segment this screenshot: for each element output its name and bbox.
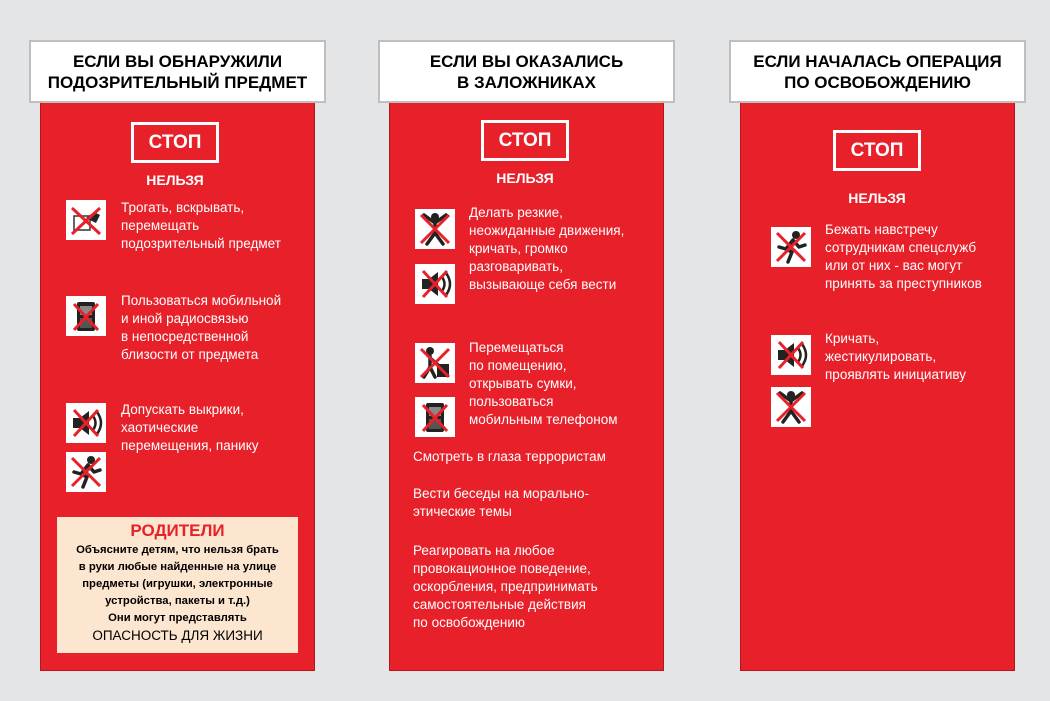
rule-line: Бежать навстречу [825,222,938,237]
rule-line: проявлять инициативу [825,367,967,382]
rule-line: Трогать, вскрывать, [121,200,245,215]
rule-text [413,542,598,632]
header-line: ЕСЛИ ВЫ ОКАЗАЛИСЬ [429,51,624,71]
no-moving-bags-icon [415,343,455,383]
parents-danger: ОПАСНОСТЬ ДЛЯ ЖИЗНИ [92,628,263,643]
rule-text [825,330,966,384]
rule-line: мобильным телефоном [469,412,618,427]
rule-line: перемещать [121,218,200,233]
rule-line: или от них - вас могут [825,258,963,273]
no-shouting-icon [415,264,455,304]
parents-title: РОДИТЕЛИ [130,521,225,540]
rule-line: Вести беседы на морально- [413,486,590,501]
rule-line: неожиданные движения, [469,223,625,238]
rule-line: подозрительный предмет [121,236,281,251]
no-sudden-moves-icon [415,209,455,249]
rule-line: Пользоваться мобильной [121,293,282,308]
rule-line: жестикулировать, [825,349,937,364]
rule-line: открывать сумки, [469,376,577,391]
parents-line: устройства, пакеты и т.д.) [105,595,250,607]
rule-line: пользоваться [469,394,554,409]
rule-line: в непосредственной [121,329,249,344]
header-line: ЕСЛИ ВЫ ОБНАРУЖИЛИ [72,51,283,71]
rule-line: по освобождению [413,615,525,630]
rule-text [121,199,281,253]
rule-line: сотрудникам спецслужб [825,240,977,255]
rule-line: перемещения, панику [121,438,259,453]
no-running-icon [771,227,811,267]
forbidden-label: НЕЛЬЗЯ [496,170,554,186]
header-suspicious-object [29,40,326,103]
rule-line: принять за преступников [825,276,982,291]
header-line: В ЗАЛОЖНИКАХ [457,72,596,92]
rule-line: кричать, громко [469,241,568,256]
header-hostages [378,40,675,103]
no-phone-icon [415,397,455,437]
rule-line: по помещению, [469,358,567,373]
forbidden-label: НЕЛЬЗЯ [146,172,204,188]
parents-line: Они могут представлять [108,612,247,624]
rule-line: Допускать выкрики, [121,402,244,417]
rule-text [469,204,624,294]
rule-line: хаотические [121,420,199,435]
rule-line: и иной радиосвязью [121,311,249,326]
rule-line: Кричать, [825,331,880,346]
rule-line: разговаривать, [469,259,563,274]
rule-text [413,485,589,521]
no-sudden-moves-icon [771,387,811,427]
parents-line: в руки любые найденные на улице [78,561,277,573]
parents-note [57,517,298,653]
no-phone-icon [66,296,106,336]
rule-text [121,292,281,364]
no-shouting-icon [771,335,811,375]
rule-text [469,339,618,429]
stop-badge: СТОП [131,122,219,163]
rule-line: вызывающе себя вести [469,277,617,292]
no-shouting-icon [66,403,106,443]
no-touch-box-icon [66,200,106,240]
rule-line: Перемещаться [469,340,564,355]
parents-line: предметы (игрушки, электронные [82,578,273,590]
header-line: ЕСЛИ НАЧАЛАСЬ ОПЕРАЦИЯ [753,51,1002,71]
stop-badge: СТОП [833,130,921,171]
rule-line: провокационное поведение, [413,561,591,576]
stop-badge: СТОП [481,120,569,161]
rule-text [121,401,259,455]
rule-line: близости от предмета [121,347,259,362]
rule-line: Реагировать на любое [413,543,555,558]
rule-text [413,448,606,466]
rule-line: Делать резкие, [469,205,563,220]
rule-line: Смотреть в глаза террористам [413,449,606,464]
forbidden-label: НЕЛЬЗЯ [848,190,906,206]
parents-body [57,542,298,627]
rule-line: этические темы [413,504,512,519]
rule-line: оскорбления, предпринимать [413,579,598,594]
rule-text [825,221,982,293]
no-running-icon [66,452,106,492]
rule-line: самостоятельные действия [413,597,586,612]
header-line: ПО ОСВОБОЖДЕНИЮ [784,72,971,92]
header-rescue-operation [729,40,1026,103]
parents-line: Объясните детям, что нельзя брать [76,544,279,556]
header-line: ПОДОЗРИТЕЛЬНЫЙ ПРЕДМЕТ [47,72,308,92]
